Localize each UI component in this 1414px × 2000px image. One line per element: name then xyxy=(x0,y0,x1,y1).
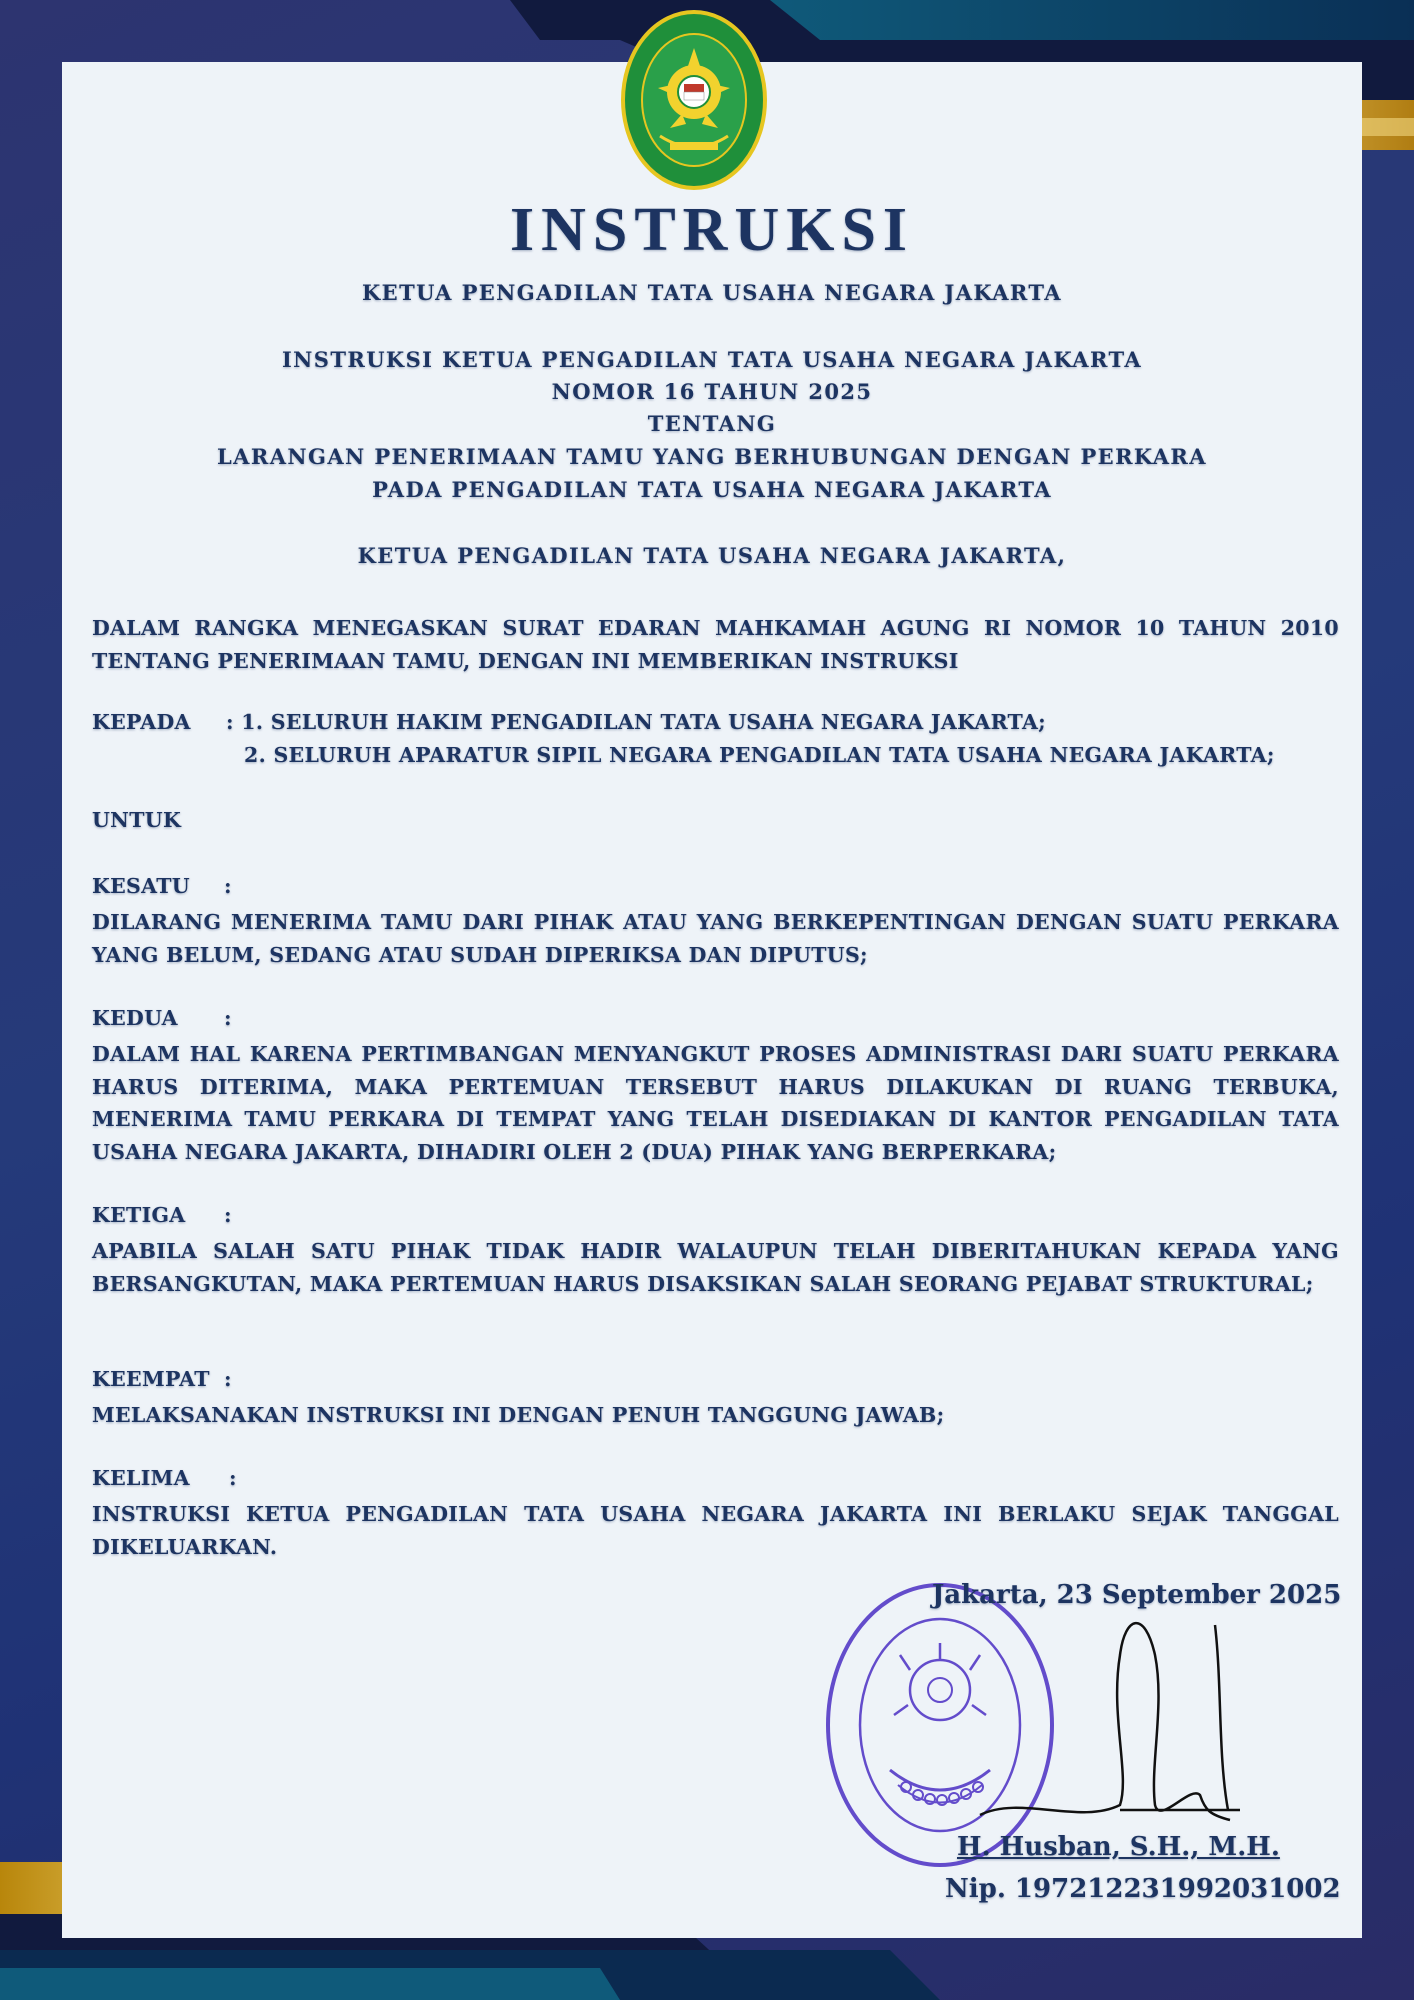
kepada-label: KEPADA xyxy=(92,710,191,734)
kepada-item-2: 2. SELURUH APARATUR SIPIL NEGARA PENGADILAN TATA USAHA NEGARA JAKARTA; xyxy=(244,743,1275,767)
section-colon: : xyxy=(224,874,232,898)
heading-line: PADA PENGADILAN TATA USAHA NEGARA JAKARTA xyxy=(372,477,1052,502)
kepada-item-1: : 1. SELURUH HAKIM PENGADILAN TATA USAHA NEGARA JAKARTA; xyxy=(226,710,1047,734)
heading-line: NOMOR 16 TAHUN 2025 xyxy=(551,379,873,404)
section-colon: : xyxy=(224,1203,232,1227)
section-label: KETIGA xyxy=(92,1203,186,1227)
section-label: KEEMPAT xyxy=(92,1367,210,1391)
untuk-label: UNTUK xyxy=(92,808,182,832)
signer-nip: Nip. 197212231992031002 xyxy=(945,1874,1341,1904)
section-text: DILARANG MENERIMA TAMU DARI PIHAK ATAU YANG BERKEPENTINGAN DENGAN SUATU PERKARA YANG BELUM, SEDANG ATAU SUDAH DIPERIKSA DAN DIPUTUS; xyxy=(92,910,1339,967)
section-label: KESATU xyxy=(92,874,190,898)
place-date: Jakarta, 23 September 2025 xyxy=(932,1580,1342,1610)
signer-name: H. Husban, S.H., M.H. xyxy=(957,1832,1280,1862)
section-text: APABILA SALAH SATU PIHAK TIDAK HADIR WALAUPUN TELAH DIBERITAHUKAN KEPADA YANG BERSANGKUTAN, MAKA PERTEMUAN HARUS DISAKSIKAN SALAH SEORANG PEJABAT STRUKTURAL; xyxy=(92,1239,1339,1296)
issuer-line: KETUA PENGADILAN TATA USAHA NEGARA JAKARTA, xyxy=(357,543,1067,568)
section-colon: : xyxy=(224,1367,232,1391)
section-label: KEDUA xyxy=(92,1006,178,1030)
handwritten-signature xyxy=(960,1595,1250,1855)
document-title: INSTRUKSI xyxy=(509,196,915,264)
heading-line: TENTANG xyxy=(647,411,777,436)
preamble-paragraph: DALAM RANGKA MENEGASKAN SURAT EDARAN MAHKAMAH AGUNG RI NOMOR 10 TAHUN 2010 TENTANG PENERIMAAN TAMU, DENGAN INI MEMBERIKAN INSTRUKSI xyxy=(92,616,1339,673)
heading-line: LARANGAN PENERIMAAN TAMU YANG BERHUBUNGAN DENGAN PERKARA xyxy=(217,444,1207,469)
section-label: KELIMA xyxy=(92,1466,190,1490)
section-colon: : xyxy=(229,1466,237,1490)
section-colon: : xyxy=(224,1006,232,1030)
document-subtitle: KETUA PENGADILAN TATA USAHA NEGARA JAKARTA xyxy=(362,280,1062,305)
section-text: INSTRUKSI KETUA PENGADILAN TATA USAHA NEGARA JAKARTA INI BERLAKU SEJAK TANGGAL DIKELUARKAN. xyxy=(92,1502,1339,1559)
court-logo-emblem xyxy=(620,8,768,193)
heading-line: INSTRUKSI KETUA PENGADILAN TATA USAHA NEGARA JAKARTA xyxy=(281,347,1143,372)
section-text: MELAKSANAKAN INSTRUKSI INI DENGAN PENUH TANGGUNG JAWAB; xyxy=(92,1403,945,1427)
section-text: DALAM HAL KARENA PERTIMBANGAN MENYANGKUT PROSES ADMINISTRASI DARI SUATU PERKARA HARUS DITERIMA, MAKA PERTEMUAN TERSEBUT HARUS DILAKUKAN DI RUANG TERBUKA, MENERIMA TAMU PERKARA DI TEMPAT YANG TELAH DISEDIAKAN DI KANTOR PENGADILAN TATA USAHA NEGARA JAKARTA, DIHADIRI OLEH 2 (DUA) PIHAK YANG BERPERKARA; xyxy=(92,1042,1339,1164)
